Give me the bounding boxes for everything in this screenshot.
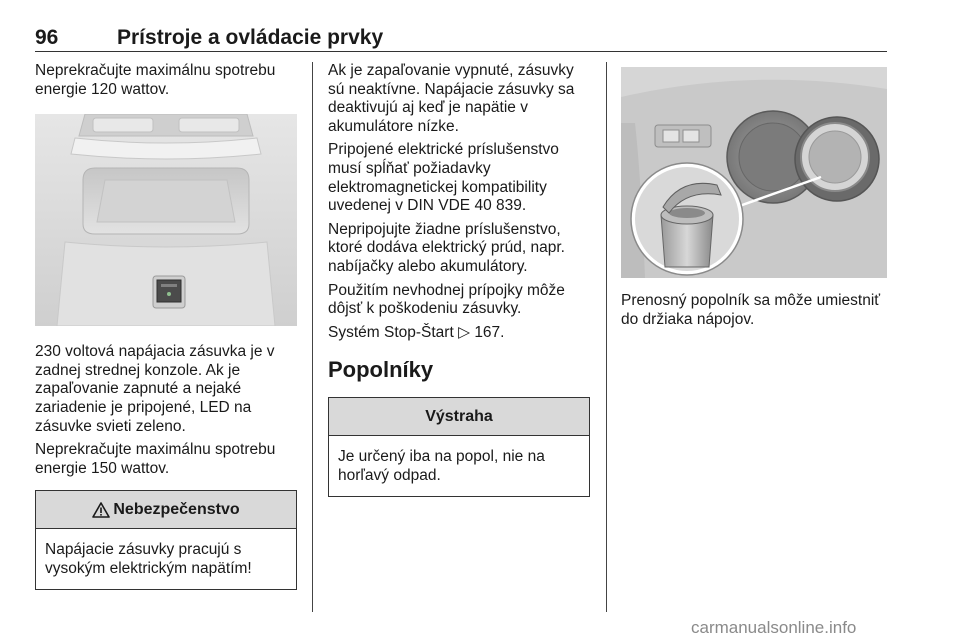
- danger-box-text: Napájacie zásuvky pracujú s vysokým elektrickým napätím!: [45, 541, 252, 577]
- column-2: [328, 62, 590, 497]
- paragraph: Nepripojujte žiadne príslušenstvo, ktoré dodáva elektrický prúd, napr. nabíjačky alebo akumulátory.: [328, 220, 565, 275]
- reference-text: Systém Stop-Štart: [328, 323, 454, 341]
- cross-reference: [328, 324, 590, 343]
- warning-box-text: Je určený iba na popol, nie na horľavý odpad.: [338, 448, 545, 484]
- reference-page: 167.: [474, 323, 505, 341]
- rear-console-illustration: [35, 114, 297, 326]
- watermark: carmanualsonline.info: [691, 618, 857, 637]
- ashtray-illustration: [621, 67, 887, 278]
- column-1: [35, 62, 297, 590]
- warning-box-title: Výstraha: [425, 407, 493, 425]
- paragraph: Neprekračujte maximálnu spotrebu energie 150 wattov.: [35, 441, 276, 477]
- figure-caption: Prenosný popolník sa môže umiestniť do držiaka nápojov.: [621, 292, 881, 328]
- danger-box-title: Nebezpečenstvo: [113, 500, 240, 518]
- paragraph: Pripojené elektrické príslušenstvo musí spĺňať požiadavky elektromagnetickej kompatibility uvedenej v DIN VDE 40 839.: [328, 141, 559, 215]
- section-heading: Popolníky: [328, 357, 434, 383]
- column-divider: [606, 62, 607, 612]
- power-outlet-illustration: [35, 114, 297, 326]
- page-title: Prístroje a ovládacie prvky: [117, 26, 384, 49]
- column-divider: [312, 62, 313, 612]
- paragraph: Ak je zapaľovanie vypnuté, zásuvky sú neaktívne. Napájacie zásuvky sa deaktivujú aj keď je napätie v akumulátore nízke.: [328, 62, 575, 135]
- column-3: [621, 62, 887, 334]
- warning-triangle-icon: [92, 502, 110, 518]
- warning-box-header: [329, 398, 589, 436]
- danger-box-header: [36, 491, 296, 529]
- danger-box: [35, 490, 297, 589]
- page-header: [35, 26, 887, 52]
- page-number: 96: [35, 26, 59, 49]
- warning-box: [328, 397, 590, 496]
- paragraph: Použitím nevhodnej prípojky môže dôjsť k poškodeniu zásuvky.: [328, 281, 565, 318]
- paragraph: 230 voltová napájacia zásuvka je v zadnej strednej konzole. Ak je zapaľovanie zapnuté a nejaké zariadenie je pripojené, LED na zásuvke svieti zeleno.: [35, 343, 275, 435]
- reference-arrow-icon: ▷: [458, 323, 470, 341]
- cup-holder-ashtray-illustration: [621, 67, 887, 278]
- paragraph: Neprekračujte maximálnu spotrebu energie 120 wattov.: [35, 62, 276, 98]
